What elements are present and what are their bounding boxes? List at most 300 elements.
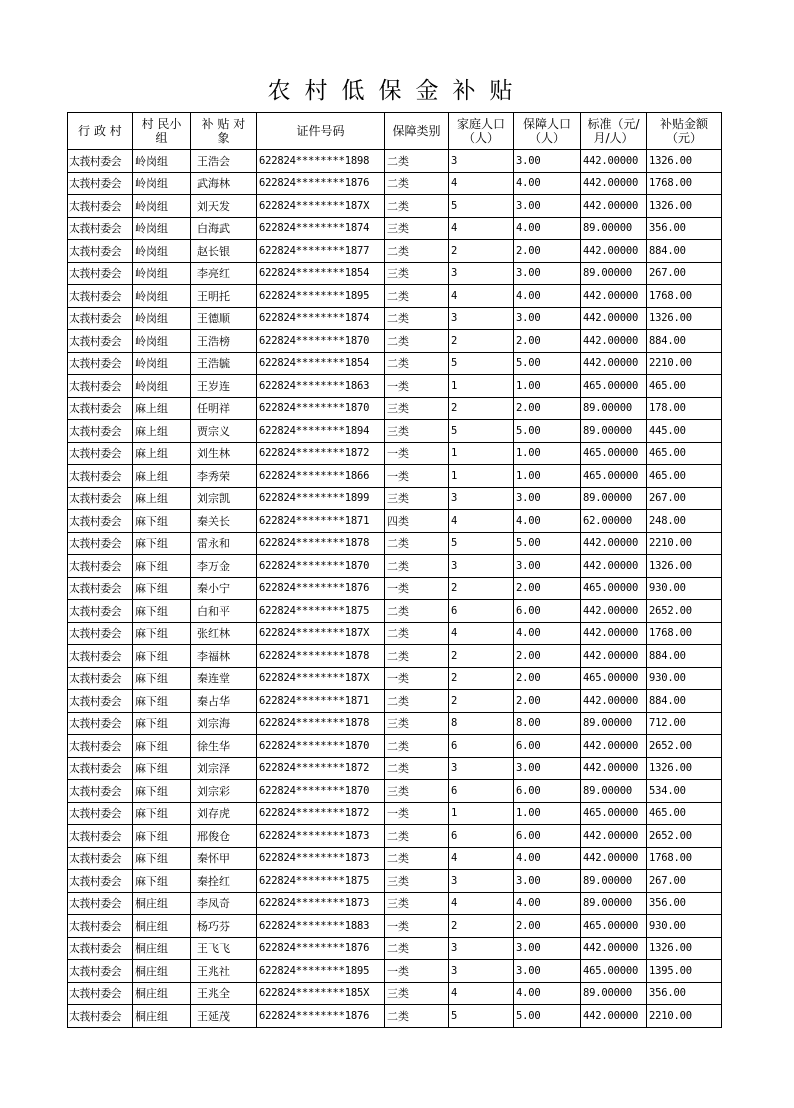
covered-size-cell: 2.00: [514, 690, 581, 713]
family-size-cell: 4: [449, 510, 514, 533]
village-cell: 太莪村委会: [68, 532, 133, 555]
page-title: 农村低保金补贴: [267, 78, 527, 104]
family-size-cell: 4: [449, 847, 514, 870]
covered-size-cell: 3.00: [514, 487, 581, 510]
table-row: [68, 487, 722, 510]
category-cell: 二类: [385, 555, 449, 578]
name-cell: 王明托: [191, 285, 257, 308]
group-cell: 麻下组: [133, 757, 191, 780]
id-number-cell: 622824********1854: [257, 352, 385, 375]
name-cell: 王兆全: [191, 982, 257, 1005]
village-cell: 太莪村委会: [68, 217, 133, 240]
name-cell: 雷永和: [191, 532, 257, 555]
table-row: [68, 307, 722, 330]
table-row: [68, 600, 722, 623]
name-cell: 刘天发: [191, 195, 257, 218]
group-cell: 岭岗组: [133, 172, 191, 195]
amount-cell: 1768.00: [647, 172, 722, 195]
standard-cell: 89.00000: [581, 217, 647, 240]
family-size-cell: 2: [449, 240, 514, 263]
amount-cell: 2652.00: [647, 825, 722, 848]
table-header: [68, 113, 722, 150]
village-cell: 太莪村委会: [68, 150, 133, 173]
name-cell: 徐生华: [191, 735, 257, 758]
group-cell: 岭岗组: [133, 285, 191, 308]
id-number-cell: 622824********1870: [257, 780, 385, 803]
category-cell: 三类: [385, 397, 449, 420]
standard-cell: 442.00000: [581, 352, 647, 375]
covered-size-cell: 3.00: [514, 960, 581, 983]
covered-size-cell: 4.00: [514, 982, 581, 1005]
covered-size-cell: 5.00: [514, 1005, 581, 1028]
family-size-cell: 1: [449, 802, 514, 825]
id-number-cell: 622824********1872: [257, 757, 385, 780]
village-cell: 太莪村委会: [68, 285, 133, 308]
covered-size-cell: 3.00: [514, 307, 581, 330]
id-number-cell: 622824********1883: [257, 915, 385, 938]
name-cell: 白和平: [191, 600, 257, 623]
group-cell: 麻下组: [133, 870, 191, 893]
id-number-cell: 622824********1899: [257, 487, 385, 510]
village-cell: 太莪村委会: [68, 825, 133, 848]
village-cell: 太莪村委会: [68, 487, 133, 510]
name-cell: 刘宗彩: [191, 780, 257, 803]
table-row: [68, 937, 722, 960]
amount-cell: 930.00: [647, 667, 722, 690]
family-size-cell: 5: [449, 195, 514, 218]
family-size-cell: 3: [449, 555, 514, 578]
table-row: [68, 150, 722, 173]
amount-cell: 267.00: [647, 487, 722, 510]
table-row: [68, 622, 722, 645]
amount-cell: 2210.00: [647, 1005, 722, 1028]
group-cell: 麻上组: [133, 442, 191, 465]
table-row: [68, 735, 722, 758]
covered-size-cell: 5.00: [514, 420, 581, 443]
table-row: [68, 712, 722, 735]
id-number-cell: 622824********1877: [257, 240, 385, 263]
village-cell: 太莪村委会: [68, 892, 133, 915]
id-number-cell: 622824********1878: [257, 645, 385, 668]
table-row: [68, 1005, 722, 1028]
table-row: [68, 960, 722, 983]
table-row: [68, 915, 722, 938]
village-cell: 太莪村委会: [68, 352, 133, 375]
covered-size-cell: 4.00: [514, 217, 581, 240]
standard-cell: 442.00000: [581, 532, 647, 555]
amount-cell: 445.00: [647, 420, 722, 443]
standard-cell: 442.00000: [581, 600, 647, 623]
name-cell: 李亮红: [191, 262, 257, 285]
family-size-cell: 6: [449, 780, 514, 803]
village-cell: 太莪村委会: [68, 600, 133, 623]
name-cell: 任明祥: [191, 397, 257, 420]
table-row: [68, 645, 722, 668]
village-cell: 太莪村委会: [68, 465, 133, 488]
standard-cell: 442.00000: [581, 622, 647, 645]
covered-size-cell: 3.00: [514, 150, 581, 173]
standard-cell: 465.00000: [581, 667, 647, 690]
covered-size-cell: 3.00: [514, 195, 581, 218]
standard-cell: 442.00000: [581, 555, 647, 578]
group-cell: 岭岗组: [133, 352, 191, 375]
group-cell: 桐庄组: [133, 1005, 191, 1028]
family-size-cell: 5: [449, 420, 514, 443]
family-size-cell: 5: [449, 352, 514, 375]
table-row: [68, 465, 722, 488]
category-cell: 一类: [385, 442, 449, 465]
village-cell: 太莪村委会: [68, 330, 133, 353]
group-cell: 麻下组: [133, 735, 191, 758]
group-cell: 麻下组: [133, 847, 191, 870]
standard-cell: 442.00000: [581, 195, 647, 218]
family-size-cell: 3: [449, 487, 514, 510]
category-cell: 二类: [385, 240, 449, 263]
amount-cell: 2652.00: [647, 735, 722, 758]
covered-size-cell: 3.00: [514, 870, 581, 893]
village-cell: 太莪村委会: [68, 375, 133, 398]
group-cell: 岭岗组: [133, 240, 191, 263]
name-cell: 贾宗义: [191, 420, 257, 443]
standard-cell: 89.00000: [581, 397, 647, 420]
category-cell: 一类: [385, 960, 449, 983]
standard-cell: 465.00000: [581, 375, 647, 398]
family-size-cell: 8: [449, 712, 514, 735]
category-cell: 三类: [385, 420, 449, 443]
amount-cell: 2210.00: [647, 532, 722, 555]
name-cell: 刘宗凯: [191, 487, 257, 510]
amount-cell: 1326.00: [647, 555, 722, 578]
table-row: [68, 330, 722, 353]
table-row: [68, 240, 722, 263]
id-number-cell: 622824********1870: [257, 735, 385, 758]
village-cell: 太莪村委会: [68, 397, 133, 420]
category-cell: 二类: [385, 645, 449, 668]
standard-cell: 89.00000: [581, 780, 647, 803]
id-number-cell: 622824********1895: [257, 285, 385, 308]
id-number-cell: 622824********1870: [257, 555, 385, 578]
standard-cell: 62.00000: [581, 510, 647, 533]
standard-cell: 442.00000: [581, 757, 647, 780]
amount-cell: 534.00: [647, 780, 722, 803]
category-cell: 一类: [385, 915, 449, 938]
village-cell: 太莪村委会: [68, 712, 133, 735]
name-cell: 刘宗泽: [191, 757, 257, 780]
amount-cell: 178.00: [647, 397, 722, 420]
family-size-cell: 6: [449, 825, 514, 848]
table-row: [68, 397, 722, 420]
category-cell: 二类: [385, 150, 449, 173]
name-cell: 赵长银: [191, 240, 257, 263]
village-cell: 太莪村委会: [68, 780, 133, 803]
group-cell: 岭岗组: [133, 375, 191, 398]
category-cell: 二类: [385, 622, 449, 645]
amount-cell: 356.00: [647, 217, 722, 240]
covered-size-cell: 2.00: [514, 577, 581, 600]
id-number-cell: 622824********1873: [257, 847, 385, 870]
group-cell: 麻下组: [133, 532, 191, 555]
group-cell: 岭岗组: [133, 330, 191, 353]
covered-size-cell: 3.00: [514, 937, 581, 960]
id-number-cell: 622824********1874: [257, 307, 385, 330]
covered-size-cell: 2.00: [514, 667, 581, 690]
name-cell: 王岁连: [191, 375, 257, 398]
standard-cell: 89.00000: [581, 982, 647, 1005]
category-cell: 二类: [385, 352, 449, 375]
covered-size-cell: 4.00: [514, 622, 581, 645]
amount-cell: 356.00: [647, 892, 722, 915]
name-cell: 白海武: [191, 217, 257, 240]
category-cell: 二类: [385, 757, 449, 780]
id-number-cell: 622824********1872: [257, 442, 385, 465]
amount-cell: 356.00: [647, 982, 722, 1005]
category-cell: 二类: [385, 307, 449, 330]
amount-cell: 1326.00: [647, 195, 722, 218]
amount-cell: 884.00: [647, 690, 722, 713]
amount-cell: 884.00: [647, 240, 722, 263]
family-size-cell: 2: [449, 330, 514, 353]
village-cell: 太莪村委会: [68, 442, 133, 465]
standard-cell: 442.00000: [581, 690, 647, 713]
village-cell: 太莪村委会: [68, 195, 133, 218]
covered-size-cell: 8.00: [514, 712, 581, 735]
group-cell: 麻上组: [133, 465, 191, 488]
amount-cell: 267.00: [647, 262, 722, 285]
family-size-cell: 1: [449, 465, 514, 488]
table-row: [68, 825, 722, 848]
standard-cell: 89.00000: [581, 712, 647, 735]
name-cell: 秦怀甲: [191, 847, 257, 870]
covered-size-cell: 3.00: [514, 262, 581, 285]
amount-cell: 1768.00: [647, 285, 722, 308]
village-cell: 太莪村委会: [68, 960, 133, 983]
family-size-cell: 3: [449, 307, 514, 330]
group-cell: 桐庄组: [133, 937, 191, 960]
village-cell: 太莪村委会: [68, 667, 133, 690]
family-size-cell: 4: [449, 217, 514, 240]
category-cell: 三类: [385, 262, 449, 285]
covered-size-cell: 6.00: [514, 780, 581, 803]
amount-cell: 884.00: [647, 330, 722, 353]
village-cell: 太莪村委会: [68, 420, 133, 443]
group-cell: 麻下组: [133, 802, 191, 825]
covered-size-cell: 2.00: [514, 330, 581, 353]
group-cell: 岭岗组: [133, 307, 191, 330]
amount-cell: 884.00: [647, 645, 722, 668]
table-body: [68, 150, 722, 1028]
family-size-cell: 1: [449, 442, 514, 465]
covered-size-cell: 6.00: [514, 600, 581, 623]
table-row: [68, 870, 722, 893]
covered-size-cell: 1.00: [514, 442, 581, 465]
standard-cell: 442.00000: [581, 150, 647, 173]
amount-cell: 712.00: [647, 712, 722, 735]
col-amount-header: 补贴金额 （元）: [647, 113, 722, 150]
family-size-cell: 2: [449, 667, 514, 690]
category-cell: 二类: [385, 195, 449, 218]
group-cell: 岭岗组: [133, 150, 191, 173]
amount-cell: 2210.00: [647, 352, 722, 375]
category-cell: 一类: [385, 577, 449, 600]
group-cell: 岭岗组: [133, 195, 191, 218]
subsidy-table: [67, 112, 722, 1028]
covered-size-cell: 2.00: [514, 240, 581, 263]
covered-size-cell: 2.00: [514, 645, 581, 668]
table-row: [68, 420, 722, 443]
standard-cell: 442.00000: [581, 330, 647, 353]
group-cell: 麻下组: [133, 690, 191, 713]
village-cell: 太莪村委会: [68, 757, 133, 780]
name-cell: 王浩榜: [191, 330, 257, 353]
amount-cell: 930.00: [647, 577, 722, 600]
id-number-cell: 622824********1866: [257, 465, 385, 488]
village-cell: 太莪村委会: [68, 307, 133, 330]
village-cell: 太莪村委会: [68, 735, 133, 758]
village-cell: 太莪村委会: [68, 847, 133, 870]
table-row: [68, 847, 722, 870]
id-number-cell: 622824********1871: [257, 510, 385, 533]
table-row: [68, 375, 722, 398]
village-cell: 太莪村委会: [68, 262, 133, 285]
category-cell: 三类: [385, 982, 449, 1005]
group-cell: 桐庄组: [133, 892, 191, 915]
group-cell: 麻下组: [133, 600, 191, 623]
name-cell: 杨巧芬: [191, 915, 257, 938]
group-cell: 麻下组: [133, 555, 191, 578]
family-size-cell: 3: [449, 150, 514, 173]
group-cell: 麻上组: [133, 420, 191, 443]
amount-cell: 2652.00: [647, 600, 722, 623]
table-row: [68, 802, 722, 825]
category-cell: 二类: [385, 532, 449, 555]
family-size-cell: 2: [449, 915, 514, 938]
name-cell: 王浩会: [191, 150, 257, 173]
id-number-cell: 622824********1898: [257, 150, 385, 173]
table-row: [68, 442, 722, 465]
covered-size-cell: 6.00: [514, 735, 581, 758]
name-cell: 刘存虎: [191, 802, 257, 825]
family-size-cell: 3: [449, 960, 514, 983]
table-row: [68, 667, 722, 690]
covered-size-cell: 3.00: [514, 555, 581, 578]
name-cell: 秦关长: [191, 510, 257, 533]
id-number-cell: 622824********1870: [257, 330, 385, 353]
id-number-cell: 622824********185X: [257, 982, 385, 1005]
covered-size-cell: 1.00: [514, 465, 581, 488]
id-number-cell: 622824********1871: [257, 690, 385, 713]
family-size-cell: 2: [449, 645, 514, 668]
category-cell: 二类: [385, 172, 449, 195]
id-number-cell: 622824********1876: [257, 937, 385, 960]
name-cell: 秦拴红: [191, 870, 257, 893]
category-cell: 四类: [385, 510, 449, 533]
family-size-cell: 3: [449, 757, 514, 780]
village-cell: 太莪村委会: [68, 802, 133, 825]
family-size-cell: 6: [449, 600, 514, 623]
id-number-cell: 622824********1863: [257, 375, 385, 398]
standard-cell: 465.00000: [581, 802, 647, 825]
amount-cell: 465.00: [647, 442, 722, 465]
name-cell: 王德顺: [191, 307, 257, 330]
family-size-cell: 2: [449, 397, 514, 420]
amount-cell: 1768.00: [647, 622, 722, 645]
standard-cell: 89.00000: [581, 892, 647, 915]
table-row: [68, 172, 722, 195]
table-row: [68, 577, 722, 600]
village-cell: 太莪村委会: [68, 915, 133, 938]
name-cell: 刘宗海: [191, 712, 257, 735]
village-cell: 太莪村委会: [68, 622, 133, 645]
amount-cell: 1326.00: [647, 150, 722, 173]
category-cell: 二类: [385, 825, 449, 848]
table-row: [68, 780, 722, 803]
col-group-header: 村 民小 组: [133, 113, 191, 150]
id-number-cell: 622824********1876: [257, 172, 385, 195]
covered-size-cell: 3.00: [514, 757, 581, 780]
id-number-cell: 622824********1874: [257, 217, 385, 240]
id-number-cell: 622824********1894: [257, 420, 385, 443]
village-cell: 太莪村委会: [68, 982, 133, 1005]
standard-cell: 89.00000: [581, 487, 647, 510]
family-size-cell: 4: [449, 285, 514, 308]
group-cell: 麻下组: [133, 780, 191, 803]
amount-cell: 930.00: [647, 915, 722, 938]
category-cell: 二类: [385, 600, 449, 623]
col-category-header: 保障类别: [385, 113, 449, 150]
covered-size-cell: 2.00: [514, 915, 581, 938]
category-cell: 三类: [385, 217, 449, 240]
group-cell: 桐庄组: [133, 915, 191, 938]
name-cell: 李凤奇: [191, 892, 257, 915]
standard-cell: 442.00000: [581, 240, 647, 263]
covered-size-cell: 6.00: [514, 825, 581, 848]
village-cell: 太莪村委会: [68, 645, 133, 668]
name-cell: 刘生林: [191, 442, 257, 465]
village-cell: 太莪村委会: [68, 240, 133, 263]
name-cell: 李万金: [191, 555, 257, 578]
name-cell: 王延茂: [191, 1005, 257, 1028]
col-village-header: 行 政 村: [68, 113, 133, 150]
name-cell: 秦连堂: [191, 667, 257, 690]
id-number-cell: 622824********187X: [257, 667, 385, 690]
group-cell: 岭岗组: [133, 217, 191, 240]
category-cell: 一类: [385, 802, 449, 825]
standard-cell: 442.00000: [581, 825, 647, 848]
group-cell: 桐庄组: [133, 960, 191, 983]
covered-size-cell: 2.00: [514, 397, 581, 420]
name-cell: 李秀荣: [191, 465, 257, 488]
category-cell: 一类: [385, 667, 449, 690]
standard-cell: 89.00000: [581, 262, 647, 285]
family-size-cell: 2: [449, 690, 514, 713]
village-cell: 太莪村委会: [68, 510, 133, 533]
standard-cell: 465.00000: [581, 960, 647, 983]
family-size-cell: 2: [449, 577, 514, 600]
amount-cell: 248.00: [647, 510, 722, 533]
col-standard-header: 标准（元/ 月/人）: [581, 113, 647, 150]
id-number-cell: 622824********1878: [257, 532, 385, 555]
name-cell: 王兆社: [191, 960, 257, 983]
name-cell: 张红林: [191, 622, 257, 645]
standard-cell: 465.00000: [581, 577, 647, 600]
category-cell: 一类: [385, 465, 449, 488]
covered-size-cell: 4.00: [514, 847, 581, 870]
amount-cell: 465.00: [647, 465, 722, 488]
name-cell: 王浩毓: [191, 352, 257, 375]
table-row: [68, 555, 722, 578]
standard-cell: 442.00000: [581, 285, 647, 308]
id-number-cell: 622824********1876: [257, 577, 385, 600]
